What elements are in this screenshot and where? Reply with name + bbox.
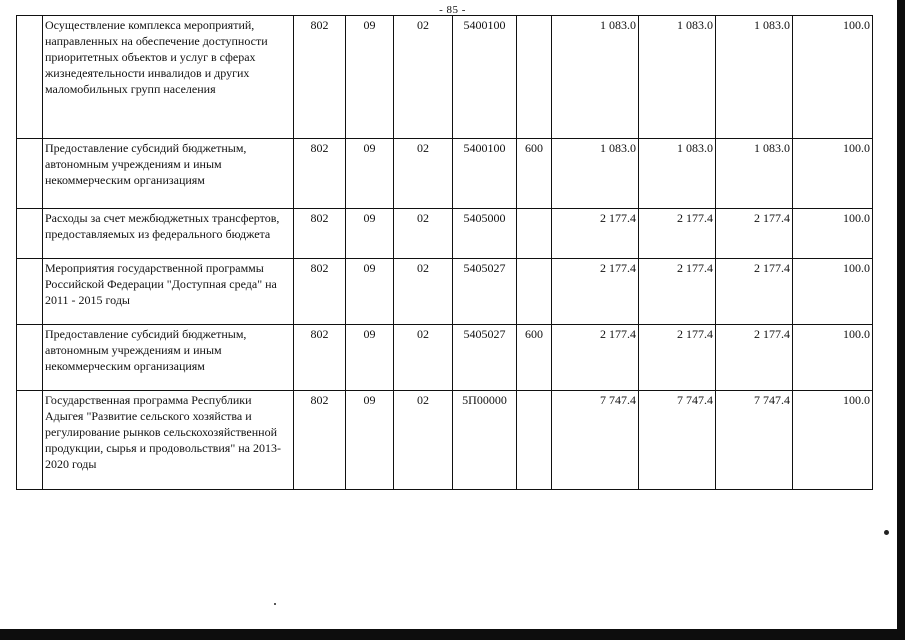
cell-approved: 1 083.0 (639, 139, 716, 209)
cell-percent: 100.0 (793, 259, 873, 325)
cell-name: Предоставление субсидий бюджетным, автономным учреждениям и иным некоммерческим организациям (43, 139, 294, 209)
cell-ved: 802 (294, 209, 346, 259)
row-gutter (17, 325, 43, 391)
cell-target-article: 5П00000 (453, 391, 517, 490)
cell-podrazdel: 02 (394, 16, 453, 139)
cell-plan: 1 083.0 (552, 16, 639, 139)
cell-ved: 802 (294, 391, 346, 490)
cell-executed: 7 747.4 (716, 391, 793, 490)
cell-approved: 2 177.4 (639, 259, 716, 325)
cell-podrazdel: 02 (394, 209, 453, 259)
cell-target-article: 5400100 (453, 16, 517, 139)
row-gutter (17, 391, 43, 490)
cell-name: Мероприятия государственной программы Российской Федерации "Доступная среда" на 2011 - 2015 годы (43, 259, 294, 325)
scan-speck (884, 530, 889, 535)
cell-razdel: 09 (346, 259, 394, 325)
cell-razdel: 09 (346, 391, 394, 490)
cell-target-article: 5405027 (453, 259, 517, 325)
cell-name: Осуществление комплекса мероприятий, направленных на обеспечение доступности приоритетных объектов и услуг в сферах жизнедеятельности инвалидов и других маломобильных групп населения (43, 16, 294, 139)
cell-expense-type (517, 391, 552, 490)
cell-target-article: 5400100 (453, 139, 517, 209)
cell-approved: 1 083.0 (639, 16, 716, 139)
cell-name: Государственная программа Республики Адыгея "Развитие сельского хозяйства и регулирование рынков сельскохозяйственной продукции, сырья и продовольствия" на 2013-2020 годы (43, 391, 294, 490)
table-row (17, 16, 873, 139)
cell-target-article: 5405000 (453, 209, 517, 259)
table-row (17, 325, 873, 391)
page-number: - 85 - (439, 4, 466, 16)
cell-name: Предоставление субсидий бюджетным, автономным учреждениям и иным некоммерческим организациям (43, 325, 294, 391)
cell-target-article: 5405027 (453, 325, 517, 391)
cell-percent: 100.0 (793, 209, 873, 259)
cell-approved: 2 177.4 (639, 325, 716, 391)
cell-executed: 2 177.4 (716, 259, 793, 325)
scan-speck (274, 603, 276, 605)
cell-executed: 2 177.4 (716, 325, 793, 391)
scan-border-bottom (0, 629, 905, 640)
budget-table (16, 15, 873, 490)
cell-name: Расходы за счет межбюджетных трансфертов, предоставляемых из федерального бюджета (43, 209, 294, 259)
cell-executed: 1 083.0 (716, 139, 793, 209)
cell-approved: 2 177.4 (639, 209, 716, 259)
cell-plan: 1 083.0 (552, 139, 639, 209)
table-row (17, 139, 873, 209)
cell-expense-type (517, 209, 552, 259)
table-row (17, 391, 873, 490)
cell-executed: 1 083.0 (716, 16, 793, 139)
cell-plan: 2 177.4 (552, 209, 639, 259)
cell-ved: 802 (294, 16, 346, 139)
row-gutter (17, 259, 43, 325)
cell-expense-type (517, 259, 552, 325)
cell-ved: 802 (294, 325, 346, 391)
cell-podrazdel: 02 (394, 325, 453, 391)
table-row (17, 209, 873, 259)
cell-plan: 7 747.4 (552, 391, 639, 490)
cell-plan: 2 177.4 (552, 325, 639, 391)
cell-percent: 100.0 (793, 16, 873, 139)
cell-percent: 100.0 (793, 139, 873, 209)
cell-percent: 100.0 (793, 325, 873, 391)
cell-razdel: 09 (346, 16, 394, 139)
cell-razdel: 09 (346, 209, 394, 259)
row-gutter (17, 16, 43, 139)
scan-border-right (897, 0, 905, 640)
cell-ved: 802 (294, 259, 346, 325)
cell-executed: 2 177.4 (716, 209, 793, 259)
cell-plan: 2 177.4 (552, 259, 639, 325)
cell-podrazdel: 02 (394, 259, 453, 325)
cell-approved: 7 747.4 (639, 391, 716, 490)
table-row (17, 259, 873, 325)
cell-ved: 802 (294, 139, 346, 209)
cell-percent: 100.0 (793, 391, 873, 490)
cell-expense-type: 600 (517, 325, 552, 391)
cell-razdel: 09 (346, 139, 394, 209)
row-gutter (17, 139, 43, 209)
cell-razdel: 09 (346, 325, 394, 391)
row-gutter (17, 209, 43, 259)
cell-expense-type (517, 16, 552, 139)
cell-podrazdel: 02 (394, 391, 453, 490)
cell-podrazdel: 02 (394, 139, 453, 209)
cell-expense-type: 600 (517, 139, 552, 209)
